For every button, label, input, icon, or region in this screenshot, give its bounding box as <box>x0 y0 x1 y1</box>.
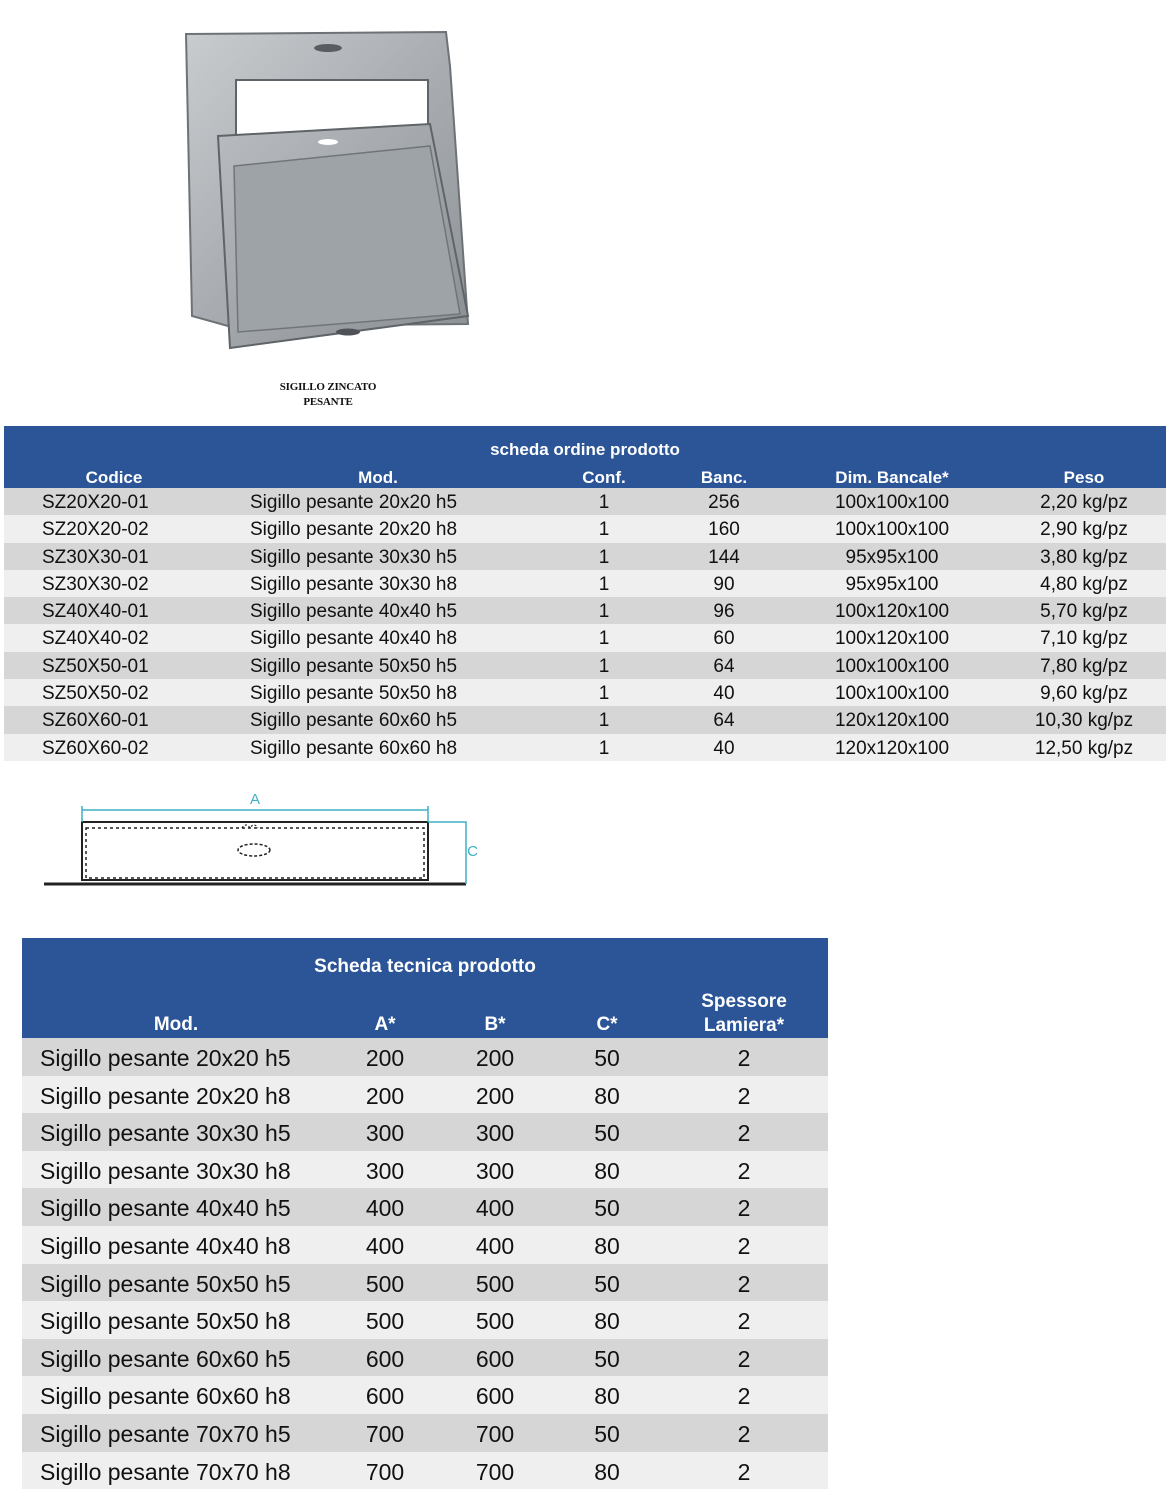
caption-line-2: PESANTE <box>303 396 353 408</box>
cell-s: 2 <box>737 1383 751 1410</box>
cell-s: 2 <box>737 1082 751 1109</box>
table-row <box>4 515 1166 542</box>
order-table-body <box>4 488 1166 761</box>
table-row <box>22 1452 828 1490</box>
cell-b: 200 <box>475 1082 515 1109</box>
col-conf: Conf. <box>582 468 626 487</box>
table-row <box>4 679 1166 706</box>
cell-a: 700 <box>365 1420 405 1447</box>
cell-c: 80 <box>594 1232 620 1259</box>
cell-dim: 120x120x100 <box>834 737 950 759</box>
cell-a: 300 <box>365 1120 405 1147</box>
cell-mod: Sigillo pesante 70x70 h8 <box>40 1458 291 1485</box>
cell-mod: Sigillo pesante 50x50 h8 <box>250 683 458 705</box>
tech-table <box>22 938 828 1489</box>
cell-codice: SZ50X50-02 <box>42 683 149 705</box>
table-row <box>22 1301 828 1339</box>
label-a: A <box>249 791 261 808</box>
col-mod: Mod. <box>358 468 398 487</box>
cell-b: 500 <box>475 1270 515 1297</box>
cell-c: 50 <box>594 1120 620 1147</box>
tech-table-header <box>22 938 828 1038</box>
cell-banc: 144 <box>708 546 740 568</box>
col-banc: Banc. <box>700 468 748 487</box>
cell-b: 600 <box>475 1345 515 1372</box>
tech-table-title: Scheda tecnica prodotto <box>314 956 536 977</box>
cell-a: 500 <box>365 1270 405 1297</box>
cell-mod: Sigillo pesante 20x20 h8 <box>250 519 458 541</box>
cell-b: 500 <box>475 1308 515 1335</box>
order-table <box>4 426 1166 761</box>
col-spessore-line1: Spessore <box>701 991 787 1012</box>
cell-mod: Sigillo pesante 60x60 h5 <box>40 1345 291 1372</box>
cell-codice: SZ20X20-01 <box>42 492 149 513</box>
col-a: A* <box>374 1014 396 1035</box>
cell-peso: 2,90 kg/pz <box>1040 519 1128 541</box>
cell-banc: 60 <box>713 628 735 650</box>
cell-s: 2 <box>737 1120 751 1147</box>
cell-codice: SZ60X60-01 <box>42 710 149 732</box>
cell-dim: 100x100x100 <box>834 683 950 705</box>
cell-codice: SZ30X30-01 <box>42 546 149 568</box>
cell-conf: 1 <box>598 628 610 650</box>
cell-peso: 9,60 kg/pz <box>1040 683 1128 705</box>
cell-mod: Sigillo pesante 20x20 h5 <box>250 492 458 513</box>
cell-conf: 1 <box>598 710 610 732</box>
cell-mod: Sigillo pesante 40x40 h5 <box>40 1195 291 1222</box>
cell-codice: SZ40X40-02 <box>42 628 149 650</box>
box-outline <box>82 822 428 880</box>
cell-mod: Sigillo pesante 60x60 h8 <box>250 737 458 759</box>
cell-codice: SZ40X40-01 <box>42 601 149 623</box>
cell-mod: Sigillo pesante 60x60 h5 <box>250 710 458 732</box>
cell-c: 80 <box>594 1458 620 1485</box>
table-row <box>22 1376 828 1414</box>
table-row <box>22 1188 828 1226</box>
cell-conf: 1 <box>598 519 610 541</box>
cell-s: 2 <box>737 1308 751 1335</box>
col-mod: Mod. <box>153 1014 199 1035</box>
table-row <box>4 652 1166 679</box>
cell-c: 50 <box>594 1045 620 1071</box>
table-row <box>22 1264 828 1302</box>
cell-banc: 90 <box>713 573 735 595</box>
cell-peso: 7,10 kg/pz <box>1040 628 1128 650</box>
cell-peso: 5,70 kg/pz <box>1040 601 1128 623</box>
cell-s: 2 <box>737 1195 751 1222</box>
cell-a: 300 <box>365 1157 405 1184</box>
table-row <box>22 1038 828 1076</box>
table-row <box>4 488 1166 515</box>
table-row <box>22 1339 828 1377</box>
cell-conf: 1 <box>598 492 610 513</box>
table-row <box>4 734 1166 761</box>
cell-mod: Sigillo pesante 30x30 h5 <box>40 1120 291 1147</box>
table-row <box>4 570 1166 597</box>
cell-mod: Sigillo pesante 70x70 h5 <box>40 1420 291 1447</box>
table-row <box>22 1414 828 1452</box>
cell-conf: 1 <box>598 737 610 759</box>
cell-conf: 1 <box>598 601 610 623</box>
table-row <box>4 624 1166 651</box>
table-row <box>4 543 1166 570</box>
cell-banc: 40 <box>713 737 735 759</box>
table-row <box>22 1113 828 1151</box>
cell-s: 2 <box>737 1345 751 1372</box>
cell-c: 50 <box>594 1195 620 1222</box>
cell-mod: Sigillo pesante 30x30 h8 <box>250 573 458 595</box>
col-spessore-line2: Lamiera* <box>703 1015 785 1036</box>
cell-conf: 1 <box>598 546 610 568</box>
cell-b: 300 <box>475 1157 515 1184</box>
cell-codice: SZ50X50-01 <box>42 655 149 677</box>
cell-b: 200 <box>475 1045 515 1071</box>
product-caption <box>228 380 428 410</box>
cell-mod: Sigillo pesante 30x30 h5 <box>250 546 458 568</box>
table-row <box>22 1076 828 1114</box>
table-row <box>4 706 1166 733</box>
cell-banc: 40 <box>713 683 735 705</box>
label-c: C <box>467 843 478 860</box>
cell-peso: 3,80 kg/pz <box>1040 546 1128 568</box>
col-dim-bancale: Dim. Bancale* <box>835 468 949 487</box>
cell-s: 2 <box>737 1458 751 1485</box>
cell-mod: Sigillo pesante 40x40 h5 <box>250 601 458 623</box>
order-table-title: scheda ordine prodotto <box>490 440 680 459</box>
cell-a: 600 <box>365 1383 405 1410</box>
cell-c: 80 <box>594 1383 620 1410</box>
cell-c: 50 <box>594 1270 620 1297</box>
cell-mod: Sigillo pesante 30x30 h8 <box>40 1157 291 1184</box>
col-spessore <box>672 990 816 1038</box>
cell-a: 400 <box>365 1195 405 1222</box>
cell-b: 400 <box>475 1195 515 1222</box>
cell-dim: 100x100x100 <box>834 519 950 541</box>
cell-banc: 64 <box>713 710 735 732</box>
cell-mod: Sigillo pesante 50x50 h5 <box>40 1270 291 1297</box>
cell-b: 400 <box>475 1232 515 1259</box>
col-b: B* <box>484 1014 506 1035</box>
cell-dim: 95x95x100 <box>845 546 939 568</box>
tech-table-body <box>22 1038 828 1489</box>
dim-line-c <box>428 822 466 884</box>
cell-mod: Sigillo pesante 40x40 h8 <box>250 628 458 650</box>
slot-icon <box>238 844 270 856</box>
cell-dim: 120x120x100 <box>834 710 950 732</box>
cell-c: 80 <box>594 1082 620 1109</box>
cell-mod: Sigillo pesante 50x50 h8 <box>40 1308 291 1335</box>
cell-dim: 100x120x100 <box>834 628 950 650</box>
table-row <box>4 597 1166 624</box>
cell-banc: 160 <box>708 519 740 541</box>
cell-mod: Sigillo pesante 20x20 h8 <box>40 1082 291 1109</box>
product-photo <box>178 26 478 354</box>
cell-b: 700 <box>475 1458 515 1485</box>
dimension-diagram <box>40 790 480 890</box>
cell-dim: 100x100x100 <box>834 655 950 677</box>
cell-b: 600 <box>475 1383 515 1410</box>
cell-peso: 12,50 kg/pz <box>1034 737 1134 759</box>
table-row <box>22 1226 828 1264</box>
table-row <box>22 1151 828 1189</box>
cell-a: 400 <box>365 1232 405 1259</box>
cell-c: 50 <box>594 1420 620 1447</box>
cell-conf: 1 <box>598 683 610 705</box>
cell-a: 700 <box>365 1458 405 1485</box>
cell-conf: 1 <box>598 573 610 595</box>
cell-a: 200 <box>365 1045 405 1071</box>
cell-b: 300 <box>475 1120 515 1147</box>
cell-s: 2 <box>737 1157 751 1184</box>
order-table-header <box>4 426 1166 488</box>
cell-mod: Sigillo pesante 20x20 h5 <box>40 1045 291 1071</box>
cell-s: 2 <box>737 1045 751 1071</box>
cell-a: 600 <box>365 1345 405 1372</box>
cell-b: 700 <box>475 1420 515 1447</box>
cell-codice: SZ30X30-02 <box>42 573 149 595</box>
box-inner <box>86 828 424 878</box>
cell-dim: 95x95x100 <box>845 573 939 595</box>
cell-a: 200 <box>365 1082 405 1109</box>
cell-c: 80 <box>594 1308 620 1335</box>
cell-mod: Sigillo pesante 40x40 h8 <box>40 1232 291 1259</box>
cell-peso: 4,80 kg/pz <box>1040 573 1128 595</box>
cell-peso: 10,30 kg/pz <box>1034 710 1134 732</box>
cell-codice: SZ60X60-02 <box>42 737 149 759</box>
cell-mod: Sigillo pesante 60x60 h8 <box>40 1383 291 1410</box>
cell-banc: 256 <box>708 492 740 513</box>
col-codice: Codice <box>85 468 143 487</box>
cell-banc: 64 <box>713 655 735 677</box>
cell-mod: Sigillo pesante 50x50 h5 <box>250 655 458 677</box>
cell-conf: 1 <box>598 655 610 677</box>
cell-dim: 100x100x100 <box>834 492 950 513</box>
cell-c: 50 <box>594 1345 620 1372</box>
cell-codice: SZ20X20-02 <box>42 519 149 541</box>
cell-peso: 2,20 kg/pz <box>1040 492 1128 513</box>
cell-banc: 96 <box>713 601 735 623</box>
cell-c: 80 <box>594 1157 620 1184</box>
col-peso: Peso <box>1063 468 1105 487</box>
cell-a: 500 <box>365 1308 405 1335</box>
col-c: C* <box>596 1014 618 1035</box>
cell-dim: 100x120x100 <box>834 601 950 623</box>
caption-line-1: SIGILLO ZINCATO <box>279 381 377 393</box>
cell-s: 2 <box>737 1420 751 1447</box>
cell-peso: 7,80 kg/pz <box>1040 655 1128 677</box>
cell-s: 2 <box>737 1270 751 1297</box>
cell-s: 2 <box>737 1232 751 1259</box>
